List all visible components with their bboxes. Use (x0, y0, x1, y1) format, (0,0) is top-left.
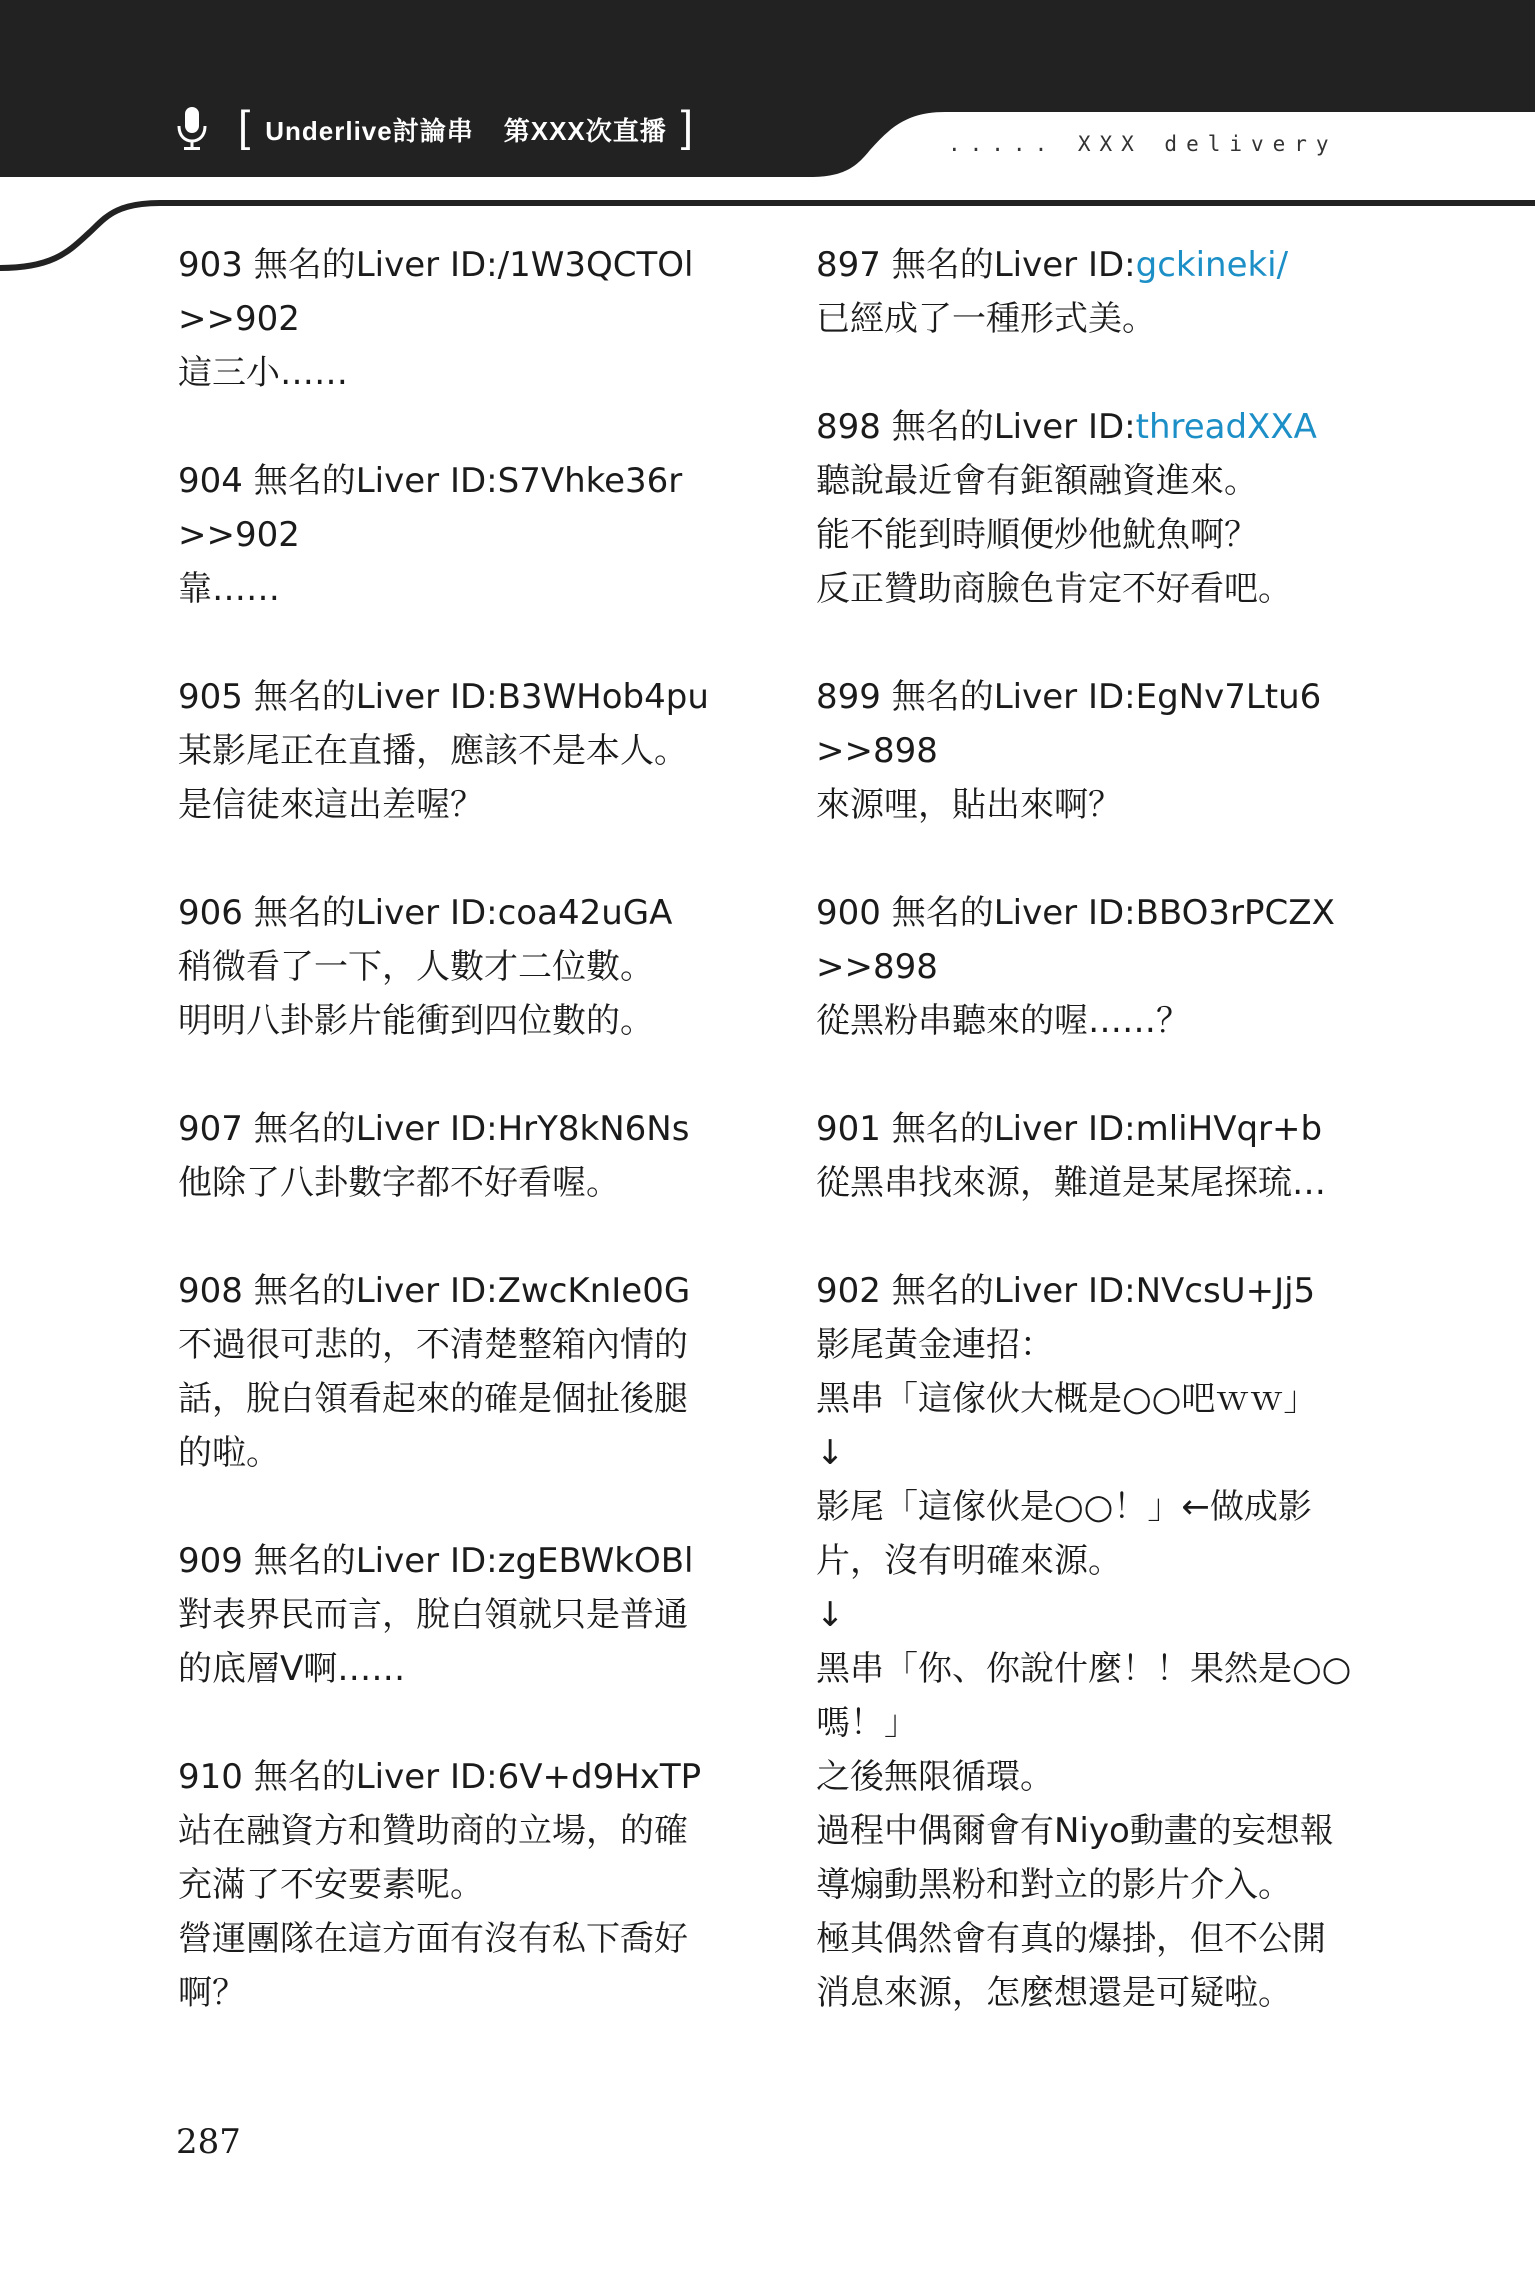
post-903 (178, 238, 708, 400)
post-line: 從黑粉串聽來的喔……？ (816, 1001, 1190, 1041)
post-line: >>902 (178, 299, 300, 339)
post-907 (178, 1102, 708, 1210)
post-line: 黑串「這傢伙大概是○○吧ｗｗ」 (816, 1379, 1318, 1419)
post-900 (816, 886, 1356, 1048)
post-line: 他除了八卦數字都不好看喔。 (178, 1163, 620, 1203)
post-line: 是信徒來這出差喔？ (178, 785, 484, 825)
post-902 (816, 1264, 1356, 2020)
post-910 (178, 1750, 708, 2020)
post-id-link[interactable]: gckineki/ (1135, 245, 1289, 285)
delivery-label: ..... XXX delivery (948, 132, 1338, 156)
post-line: 的啦。 (178, 1433, 280, 1473)
post-id: EgNv7Ltu6 (1135, 677, 1322, 717)
post-header: 902 無名的Liver ID:NVcsU+Jj5 (816, 1271, 1316, 1311)
post-header: 901 無名的Liver ID:mliHVqr+b (816, 1109, 1323, 1149)
post-898 (816, 400, 1356, 616)
right-column (816, 238, 1356, 2074)
post-header: 897 無名的Liver ID:gckineki/ (816, 245, 1289, 285)
post-line: >>902 (178, 515, 300, 555)
post-header: 905 無名的Liver ID:B3WHob4pu (178, 677, 709, 717)
post-header: 900 無名的Liver ID:BBO3rPCZX (816, 893, 1335, 933)
post-line: 稍微看了一下，人數才二位數。 (178, 947, 654, 987)
post-901 (816, 1102, 1356, 1210)
title-sub: 第XXX次直播 (503, 115, 667, 146)
post-line: 黑串「你、你說什麼！！果然是○○ (816, 1649, 1352, 1689)
post-899 (816, 670, 1356, 832)
post-line: 話，脫白領看起來的確是個扯後腿 (178, 1379, 688, 1419)
post-line: 啊？ (178, 1973, 246, 2013)
post-line: 消息來源，怎麼想還是可疑啦。 (816, 1973, 1292, 2013)
post-line: 之後無限循環。 (816, 1757, 1054, 1797)
post-header: 903 無名的Liver ID:/1W3QCTOl (178, 245, 694, 285)
post-header: 910 無名的Liver ID:6V+d9HxTP (178, 1757, 702, 1797)
post-id: zgEBWkOBl (497, 1541, 694, 1581)
post-header: 906 無名的Liver ID:coa42uGA (178, 893, 673, 933)
post-header: 909 無名的Liver ID:zgEBWkOBl (178, 1541, 694, 1581)
post-id: ZwcKnIe0G (497, 1271, 691, 1311)
post-header: 899 無名的Liver ID:EgNv7Ltu6 (816, 677, 1322, 717)
post-line: 嗎！」 (816, 1703, 918, 1743)
post-line: 站在融資方和贊助商的立場，的確 (178, 1811, 688, 1851)
post-line: 導煽動黑粉和對立的影片介入。 (816, 1865, 1292, 1905)
post-line: 不過很可悲的，不清楚整箱內情的 (178, 1325, 688, 1365)
post-line: 影尾「這傢伙是○○！」←做成影 (816, 1487, 1312, 1527)
post-line: 明明八卦影片能衝到四位數的。 (178, 1001, 654, 1041)
post-line: 來源哩，貼出來啊？ (816, 785, 1122, 825)
post-id: /1W3QCTOl (497, 245, 694, 285)
post-line: 對表界民而言，脫白領就只是普通 (178, 1595, 688, 1635)
post-id: HrY8kN6Ns (497, 1109, 690, 1149)
post-line: >>898 (816, 947, 938, 987)
post-id: coa42uGA (497, 893, 673, 933)
post-line: 已經成了一種形式美。 (816, 299, 1156, 339)
post-906 (178, 886, 708, 1048)
microphone-icon (172, 104, 212, 154)
post-header: 908 無名的Liver ID:ZwcKnIe0G (178, 1271, 691, 1311)
post-header: 907 無名的Liver ID:HrY8kN6Ns (178, 1109, 690, 1149)
post-line: 充滿了不安要素呢。 (178, 1865, 484, 1905)
post-line: 這三小…… (178, 353, 348, 393)
post-line: 營運團隊在這方面有沒有私下喬好 (178, 1919, 688, 1959)
post-909 (178, 1534, 708, 1696)
thread-title (224, 104, 708, 154)
post-905 (178, 670, 708, 832)
post-line: 某影尾正在直播，應該不是本人。 (178, 731, 688, 771)
post-line: 極其偶然會有真的爆掛，但不公開 (816, 1919, 1326, 1959)
post-header: 904 無名的Liver ID:S7Vhke36r (178, 461, 683, 501)
post-line: 從黑串找來源，難道是某尾探琉… (816, 1163, 1326, 1203)
post-897 (816, 238, 1356, 346)
post-line: 的底層V啊…… (178, 1649, 406, 1689)
post-line: 能不能到時順便炒他魷魚啊？ (816, 515, 1258, 555)
post-id: 6V+d9HxTP (497, 1757, 702, 1797)
title-bracket-close: ] (680, 102, 694, 151)
post-line: 過程中偶爾會有Niyo動畫的妄想報 (816, 1811, 1334, 1851)
post-line: 靠…… (178, 569, 280, 609)
post-id: mliHVqr+b (1135, 1109, 1323, 1149)
arrow-down-icon: ↓ (816, 1595, 845, 1635)
arrow-down-icon: ↓ (816, 1433, 845, 1473)
post-id: S7Vhke36r (497, 461, 683, 501)
title-bracket-open: [ (238, 102, 252, 151)
post-line: 聽說最近會有鉅額融資進來。 (816, 461, 1258, 501)
post-header: 898 無名的Liver ID:threadXXA (816, 407, 1317, 447)
post-id: B3WHob4pu (497, 677, 709, 717)
post-904 (178, 454, 708, 616)
post-line: 影尾黃金連招： (816, 1325, 1054, 1365)
title-main: Underlive討論串 (265, 115, 474, 146)
post-908 (178, 1264, 708, 1480)
post-line: 反正贊助商臉色肯定不好看吧。 (816, 569, 1292, 609)
page-number: 287 (176, 2122, 241, 2162)
post-id: NVcsU+Jj5 (1135, 1271, 1316, 1311)
post-line: >>898 (816, 731, 938, 771)
left-column (178, 238, 708, 2074)
post-id-link[interactable]: threadXXA (1135, 407, 1317, 447)
post-line: 片，沒有明確來源。 (816, 1541, 1122, 1581)
post-id: BBO3rPCZX (1135, 893, 1335, 933)
